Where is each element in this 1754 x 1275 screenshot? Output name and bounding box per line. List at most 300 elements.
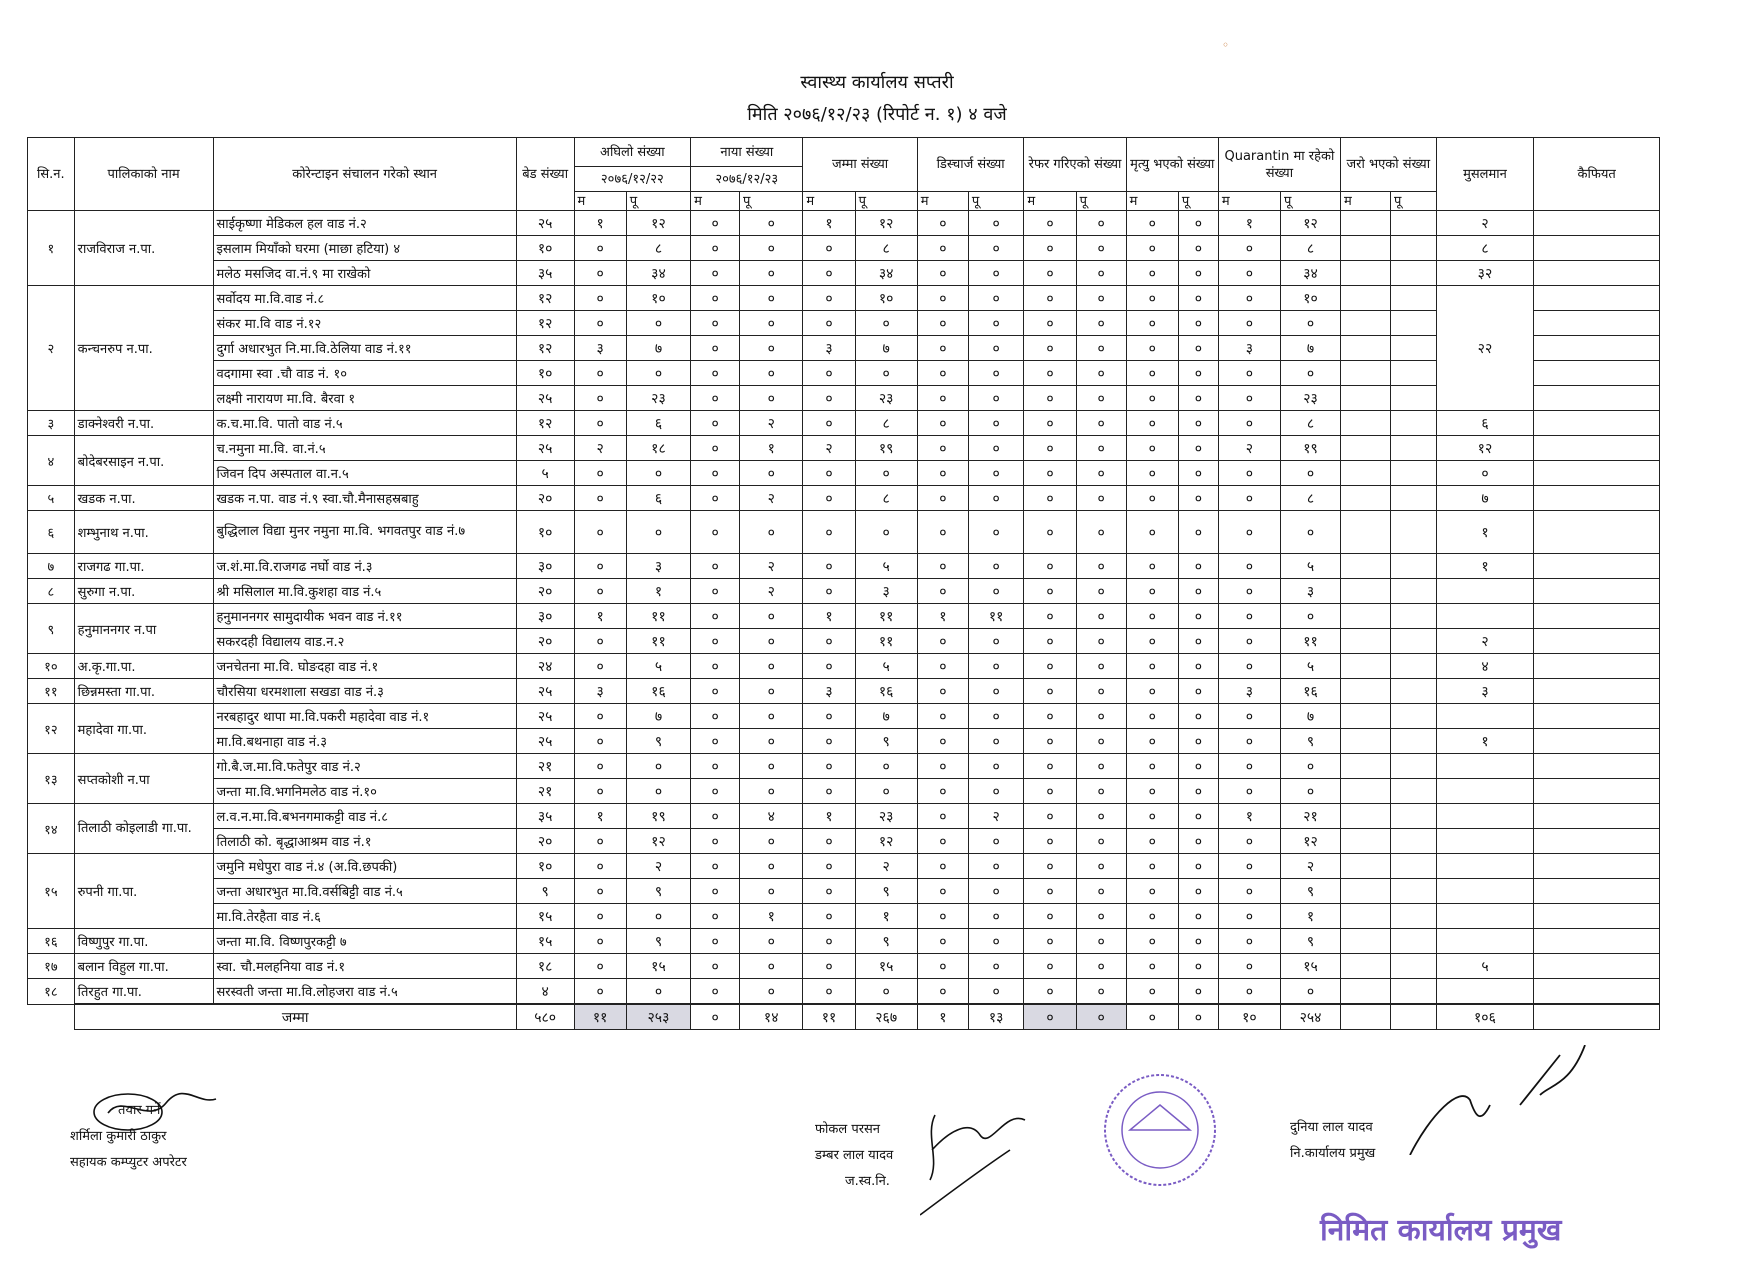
row-count-cell: १ — [917, 604, 968, 629]
row-count-cell: १० — [1281, 286, 1341, 311]
totals-count-cell: ० — [1024, 1004, 1076, 1030]
row-count-cell: ० — [740, 629, 803, 654]
row-count-cell: २ — [1281, 854, 1341, 879]
row-count-cell: ९ — [626, 729, 690, 754]
row-count-cell: ० — [574, 486, 626, 511]
row-count-cell: ० — [1178, 486, 1218, 511]
row-muslim-count — [1436, 704, 1534, 729]
row-count-cell: ० — [1178, 579, 1218, 604]
row-count-cell: ० — [574, 311, 626, 336]
row-count-cell: १२ — [626, 211, 690, 236]
row-count-cell: ० — [1024, 779, 1076, 804]
row-muslim-count — [1436, 904, 1534, 929]
row-count-cell: ० — [803, 729, 855, 754]
row-count-cell: ० — [917, 879, 968, 904]
row-count-cell: ० — [1024, 336, 1076, 361]
table-row — [28, 511, 1660, 554]
row-count-cell: १ — [574, 804, 626, 829]
col-header-discharge: डिस्चार्ज संख्या — [917, 138, 1024, 192]
row-count-cell: ० — [968, 904, 1024, 929]
row-location: जन्ता मा.वि. विष्णपुरकट्टी ७ — [213, 929, 516, 954]
row-count-cell: ११ — [626, 604, 690, 629]
row-count-cell: ० — [1126, 629, 1178, 654]
row-count-cell: ० — [1076, 486, 1126, 511]
row-count-cell: २ — [740, 411, 803, 436]
row-muslim-count — [1436, 929, 1534, 954]
totals-muslim: १०६ — [1436, 1004, 1534, 1030]
row-count-cell: ० — [1024, 436, 1076, 461]
row-count-cell: ० — [803, 629, 855, 654]
totals-count-cell: ० — [1076, 1004, 1126, 1030]
row-count-cell: ० — [1178, 411, 1218, 436]
row-municipality: हनुमाननगर न.पा — [74, 604, 213, 654]
row-count-cell: ० — [1126, 386, 1178, 411]
row-count-cell: ० — [1024, 386, 1076, 411]
row-count-cell: १० — [626, 286, 690, 311]
row-count-cell: ० — [691, 929, 740, 954]
row-remarks — [1534, 779, 1660, 804]
row-count-cell: ० — [803, 311, 855, 336]
row-bed-count: २० — [516, 579, 574, 604]
row-count-cell: ० — [1178, 554, 1218, 579]
row-fever-cell — [1391, 336, 1437, 361]
row-count-cell: १ — [1281, 904, 1341, 929]
totals-count-cell: ० — [691, 1004, 740, 1030]
table-row — [28, 336, 1660, 361]
col-header-sn: सि.न. — [28, 138, 75, 211]
row-serial-number: १८ — [28, 979, 75, 1005]
row-fever-cell — [1341, 979, 1391, 1005]
row-count-cell: ० — [1178, 954, 1218, 979]
row-count-cell: ० — [1126, 804, 1178, 829]
row-count-cell: ० — [691, 654, 740, 679]
row-count-cell: ० — [968, 361, 1024, 386]
row-count-cell: ० — [1178, 979, 1218, 1005]
row-serial-number: ४ — [28, 436, 75, 486]
row-count-cell: ० — [1218, 311, 1280, 336]
row-count-cell: ८ — [1281, 486, 1341, 511]
row-count-cell: ० — [691, 729, 740, 754]
row-municipality: विष्णुपुर गा.पा. — [74, 929, 213, 954]
row-count-cell: ० — [968, 554, 1024, 579]
row-count-cell: ० — [1178, 386, 1218, 411]
row-count-cell: ० — [1126, 336, 1178, 361]
row-count-cell: ० — [1178, 804, 1218, 829]
row-count-cell: ० — [1126, 704, 1178, 729]
row-count-cell: ० — [855, 311, 917, 336]
row-count-cell: ० — [803, 929, 855, 954]
row-remarks — [1534, 654, 1660, 679]
row-count-cell: ३ — [574, 336, 626, 361]
row-count-cell: ० — [740, 679, 803, 704]
gender-header-male: म — [917, 192, 968, 211]
row-count-cell: ० — [968, 854, 1024, 879]
row-count-cell: ० — [1218, 629, 1280, 654]
totals-blank — [28, 1004, 75, 1030]
row-count-cell: २ — [740, 579, 803, 604]
row-bed-count: १२ — [516, 311, 574, 336]
row-count-cell: ६ — [626, 486, 690, 511]
row-count-cell: ० — [803, 754, 855, 779]
row-count-cell: ० — [968, 954, 1024, 979]
row-count-cell: २ — [968, 804, 1024, 829]
row-count-cell: ० — [1281, 311, 1341, 336]
row-bed-count: २५ — [516, 386, 574, 411]
row-count-cell: ० — [1178, 879, 1218, 904]
row-count-cell: ० — [574, 779, 626, 804]
row-count-cell: ० — [691, 411, 740, 436]
row-municipality: महादेवा गा.पा. — [74, 704, 213, 754]
row-remarks — [1534, 336, 1660, 361]
row-count-cell: १८ — [626, 436, 690, 461]
row-count-cell: ० — [691, 211, 740, 236]
row-count-cell: ० — [803, 904, 855, 929]
row-count-cell: ८ — [855, 486, 917, 511]
row-bed-count: १२ — [516, 336, 574, 361]
row-muslim-count — [1436, 579, 1534, 604]
row-municipality: कन्चनरुप न.पा. — [74, 286, 213, 411]
row-fever-cell — [1341, 704, 1391, 729]
row-count-cell: ३ — [803, 336, 855, 361]
row-fever-cell — [1391, 211, 1437, 236]
row-count-cell: ० — [1076, 879, 1126, 904]
row-count-cell: ० — [855, 511, 917, 554]
row-remarks — [1534, 386, 1660, 411]
row-count-cell: १ — [740, 904, 803, 929]
row-count-cell: ० — [917, 436, 968, 461]
row-count-cell: १ — [855, 904, 917, 929]
row-muslim-count: ३२ — [1436, 261, 1534, 286]
row-fever-cell — [1341, 236, 1391, 261]
row-location: जनचेतना मा.वि. घोङदहा वाड नं.१ — [213, 654, 516, 679]
row-count-cell: ० — [1024, 604, 1076, 629]
row-count-cell: ० — [855, 461, 917, 486]
row-count-cell: ० — [917, 211, 968, 236]
row-count-cell: ० — [740, 286, 803, 311]
row-count-cell: ० — [574, 879, 626, 904]
row-count-cell: ० — [1024, 729, 1076, 754]
row-location: मा.वि.तेरहैता वाड नं.६ — [213, 904, 516, 929]
office-stamp — [1050, 1060, 1290, 1264]
row-count-cell: ० — [740, 954, 803, 979]
row-count-cell: ० — [968, 654, 1024, 679]
row-count-cell: ९ — [1281, 929, 1341, 954]
row-count-cell: १ — [1218, 804, 1280, 829]
row-fever-cell — [1341, 779, 1391, 804]
row-muslim-count: ३ — [1436, 679, 1534, 704]
row-fever-cell — [1341, 604, 1391, 629]
row-count-cell: ८ — [1281, 411, 1341, 436]
row-count-cell: १२ — [1281, 829, 1341, 854]
row-count-cell: ० — [574, 654, 626, 679]
row-count-cell: ० — [691, 336, 740, 361]
row-remarks — [1534, 729, 1660, 754]
row-count-cell: ० — [917, 679, 968, 704]
table-row — [28, 211, 1660, 236]
row-bed-count: २० — [516, 629, 574, 654]
row-bed-count: ३० — [516, 554, 574, 579]
row-municipality: तिलाठी कोइलाडी गा.पा. — [74, 804, 213, 854]
row-count-cell: १९ — [855, 436, 917, 461]
row-count-cell: ० — [1126, 729, 1178, 754]
row-count-cell: ० — [803, 879, 855, 904]
row-count-cell: ० — [803, 461, 855, 486]
table-row — [28, 704, 1660, 729]
row-count-cell: ९ — [855, 929, 917, 954]
row-location: चौरसिया धरमशाला सखडा वाड नं.३ — [213, 679, 516, 704]
row-count-cell: ० — [691, 629, 740, 654]
table-row — [28, 929, 1660, 954]
row-count-cell: ० — [803, 411, 855, 436]
prepared-by-label: तयार गर्ने — [118, 1103, 161, 1118]
row-count-cell: ० — [1178, 236, 1218, 261]
table-row — [28, 954, 1660, 979]
row-count-cell: ० — [1076, 554, 1126, 579]
row-location: लक्ष्मी नारायण मा.वि. बैरवा १ — [213, 386, 516, 411]
row-remarks — [1534, 979, 1660, 1005]
row-muslim-count: १ — [1436, 729, 1534, 754]
table-row — [28, 829, 1660, 854]
row-muslim-count — [1436, 754, 1534, 779]
row-count-cell: ० — [1126, 979, 1178, 1005]
row-muslim-count: ६ — [1436, 411, 1534, 436]
row-count-cell: ० — [691, 261, 740, 286]
totals-fever-cell — [1391, 1004, 1437, 1030]
focal-person-name: डम्बर लाल यादव — [815, 1148, 894, 1163]
row-fever-cell — [1391, 754, 1437, 779]
row-count-cell: ० — [803, 954, 855, 979]
row-count-cell: ० — [917, 629, 968, 654]
table-row — [28, 311, 1660, 336]
row-location: जन्ता अधारभुत मा.वि.वर्सबिट्टी वाड नं.५ — [213, 879, 516, 904]
row-count-cell: ० — [1076, 779, 1126, 804]
row-remarks — [1534, 604, 1660, 629]
row-count-cell: ० — [574, 236, 626, 261]
row-count-cell: ० — [803, 236, 855, 261]
row-count-cell: ० — [1178, 336, 1218, 361]
row-count-cell: ० — [740, 654, 803, 679]
row-count-cell: ९ — [1281, 729, 1341, 754]
row-count-cell: ० — [626, 361, 690, 386]
row-count-cell: ० — [1178, 286, 1218, 311]
row-count-cell: ० — [917, 554, 968, 579]
row-bed-count: १८ — [516, 954, 574, 979]
row-serial-number: १३ — [28, 754, 75, 804]
row-count-cell: ८ — [855, 411, 917, 436]
row-count-cell: ० — [691, 361, 740, 386]
row-count-cell: ० — [574, 286, 626, 311]
row-count-cell: ३४ — [626, 261, 690, 286]
row-fever-cell — [1341, 929, 1391, 954]
row-count-cell: ० — [855, 979, 917, 1005]
row-count-cell: ० — [1076, 511, 1126, 554]
gender-header-female: पू — [1178, 192, 1218, 211]
row-count-cell: ० — [1281, 604, 1341, 629]
row-count-cell: ३ — [855, 579, 917, 604]
row-count-cell: ० — [626, 511, 690, 554]
row-count-cell: ० — [1126, 854, 1178, 879]
row-count-cell: ० — [691, 436, 740, 461]
row-serial-number: १५ — [28, 854, 75, 929]
row-count-cell: ० — [1024, 954, 1076, 979]
row-count-cell: ० — [1126, 486, 1178, 511]
row-count-cell: ० — [803, 779, 855, 804]
row-count-cell: ० — [626, 311, 690, 336]
row-municipality: शम्भुनाथ न.पा. — [74, 511, 213, 554]
row-fever-cell — [1391, 579, 1437, 604]
row-count-cell: ० — [917, 286, 968, 311]
prepared-by-block — [70, 1098, 187, 1176]
row-fever-cell — [1391, 436, 1437, 461]
row-count-cell: ० — [1218, 261, 1280, 286]
row-count-cell: ० — [691, 954, 740, 979]
row-location: तिलाठी को. बृद्धाआश्रम वाड नं.१ — [213, 829, 516, 854]
row-count-cell: ० — [574, 829, 626, 854]
row-location: इसलाम मियाँको घरमा (माछा हटिया) ४ — [213, 236, 516, 261]
row-muslim-count: ८ — [1436, 236, 1534, 261]
row-count-cell: ० — [1218, 979, 1280, 1005]
totals-count-cell: १४ — [740, 1004, 803, 1030]
focal-person-block — [815, 1117, 893, 1195]
row-remarks — [1534, 511, 1660, 554]
row-count-cell: ० — [1024, 236, 1076, 261]
row-count-cell: ६ — [626, 411, 690, 436]
row-count-cell: ० — [1178, 704, 1218, 729]
table-row — [28, 411, 1660, 436]
row-serial-number: ७ — [28, 554, 75, 579]
row-remarks — [1534, 311, 1660, 336]
row-fever-cell — [1391, 904, 1437, 929]
row-count-cell: ० — [1024, 979, 1076, 1005]
row-count-cell: ० — [1218, 729, 1280, 754]
row-municipality: तिरहुत गा.पा. — [74, 979, 213, 1005]
row-count-cell: ० — [574, 386, 626, 411]
row-count-cell: १ — [803, 604, 855, 629]
row-count-cell: ० — [968, 929, 1024, 954]
row-bed-count: २५ — [516, 704, 574, 729]
row-bed-count: १० — [516, 511, 574, 554]
row-bed-count: १० — [516, 236, 574, 261]
row-fever-cell — [1391, 511, 1437, 554]
row-count-cell: ० — [968, 979, 1024, 1005]
row-count-cell: ० — [1076, 854, 1126, 879]
row-location: जमुनि मधेपुरा वाड नं.४ (अ.वि.छपकी) — [213, 854, 516, 879]
row-municipality: छिन्नमस्ता गा.पा. — [74, 679, 213, 704]
row-count-cell: ० — [574, 511, 626, 554]
row-serial-number: १६ — [28, 929, 75, 954]
row-count-cell: ० — [740, 879, 803, 904]
row-count-cell: ० — [574, 854, 626, 879]
row-count-cell: १ — [740, 436, 803, 461]
row-fever-cell — [1391, 261, 1437, 286]
row-muslim-count: १ — [1436, 554, 1534, 579]
row-location: स्वा. चौ.मलहनिया वाड नं.१ — [213, 954, 516, 979]
row-count-cell: ० — [968, 486, 1024, 511]
row-fever-cell — [1341, 629, 1391, 654]
row-count-cell: ० — [1178, 829, 1218, 854]
row-count-cell: २ — [574, 436, 626, 461]
prepared-by-name: शर्मिला कुमारी ठाकुर — [70, 1129, 167, 1144]
col-header-previous-date: २०७६/१२/२२ — [574, 167, 691, 192]
row-count-cell: ११ — [968, 604, 1024, 629]
row-count-cell: ० — [1076, 361, 1126, 386]
row-count-cell: २३ — [855, 386, 917, 411]
row-serial-number: १२ — [28, 704, 75, 754]
row-count-cell: ० — [1126, 754, 1178, 779]
table-row — [28, 854, 1660, 879]
row-count-cell: ० — [1076, 629, 1126, 654]
focal-person-signature — [920, 1090, 1040, 1224]
row-count-cell: ७ — [855, 336, 917, 361]
row-fever-cell — [1391, 604, 1437, 629]
gender-header-male: म — [803, 192, 855, 211]
row-remarks — [1534, 579, 1660, 604]
row-location: दुर्गा अधारभुत नि.मा.वि.ठेलिया वाड नं.११ — [213, 336, 516, 361]
row-count-cell: ० — [1024, 904, 1076, 929]
row-municipality: बलान विहुल गा.पा. — [74, 954, 213, 979]
row-count-cell: ० — [1076, 679, 1126, 704]
row-count-cell: ० — [968, 286, 1024, 311]
table-row — [28, 604, 1660, 629]
row-count-cell: ५ — [626, 654, 690, 679]
row-count-cell: ० — [917, 261, 968, 286]
row-fever-cell — [1341, 829, 1391, 854]
office-head-name: दुनिया लाल यादव — [1290, 1120, 1373, 1135]
table-row — [28, 436, 1660, 461]
row-count-cell: ० — [917, 929, 968, 954]
row-count-cell: ० — [1178, 604, 1218, 629]
row-location: श्री मसिलाल मा.वि.कुशहा वाड नं.५ — [213, 579, 516, 604]
row-bed-count: १२ — [516, 286, 574, 311]
row-count-cell: ० — [1218, 604, 1280, 629]
row-count-cell: ० — [1218, 904, 1280, 929]
row-count-cell: ० — [740, 754, 803, 779]
row-count-cell: ० — [1178, 461, 1218, 486]
row-count-cell: ० — [968, 629, 1024, 654]
totals-fever-cell — [1341, 1004, 1391, 1030]
row-count-cell: ० — [968, 211, 1024, 236]
row-count-cell: ० — [968, 754, 1024, 779]
row-bed-count: १० — [516, 361, 574, 386]
row-bed-count: ४ — [516, 979, 574, 1005]
row-count-cell: ० — [803, 511, 855, 554]
row-count-cell: ० — [574, 411, 626, 436]
row-count-cell: ० — [1024, 754, 1076, 779]
row-municipality: सुरुगा न.पा. — [74, 579, 213, 604]
row-count-cell: ० — [691, 604, 740, 629]
row-fever-cell — [1341, 411, 1391, 436]
row-count-cell: ० — [691, 579, 740, 604]
row-muslim-count: ० — [1436, 461, 1534, 486]
row-fever-cell — [1391, 236, 1437, 261]
row-muslim-count — [1436, 979, 1534, 1005]
row-count-cell: ० — [1076, 386, 1126, 411]
row-bed-count: २५ — [516, 679, 574, 704]
row-count-cell: ० — [1024, 629, 1076, 654]
row-count-cell: ० — [691, 904, 740, 929]
row-remarks — [1534, 486, 1660, 511]
row-count-cell: १० — [855, 286, 917, 311]
table-row — [28, 779, 1660, 804]
row-remarks — [1534, 954, 1660, 979]
row-muslim-count: ४ — [1436, 654, 1534, 679]
totals-label: जम्मा — [74, 1004, 516, 1030]
row-serial-number: ३ — [28, 411, 75, 436]
row-count-cell: १९ — [626, 804, 690, 829]
row-count-cell: १५ — [626, 954, 690, 979]
table-row — [28, 286, 1660, 311]
row-count-cell: ० — [1024, 579, 1076, 604]
